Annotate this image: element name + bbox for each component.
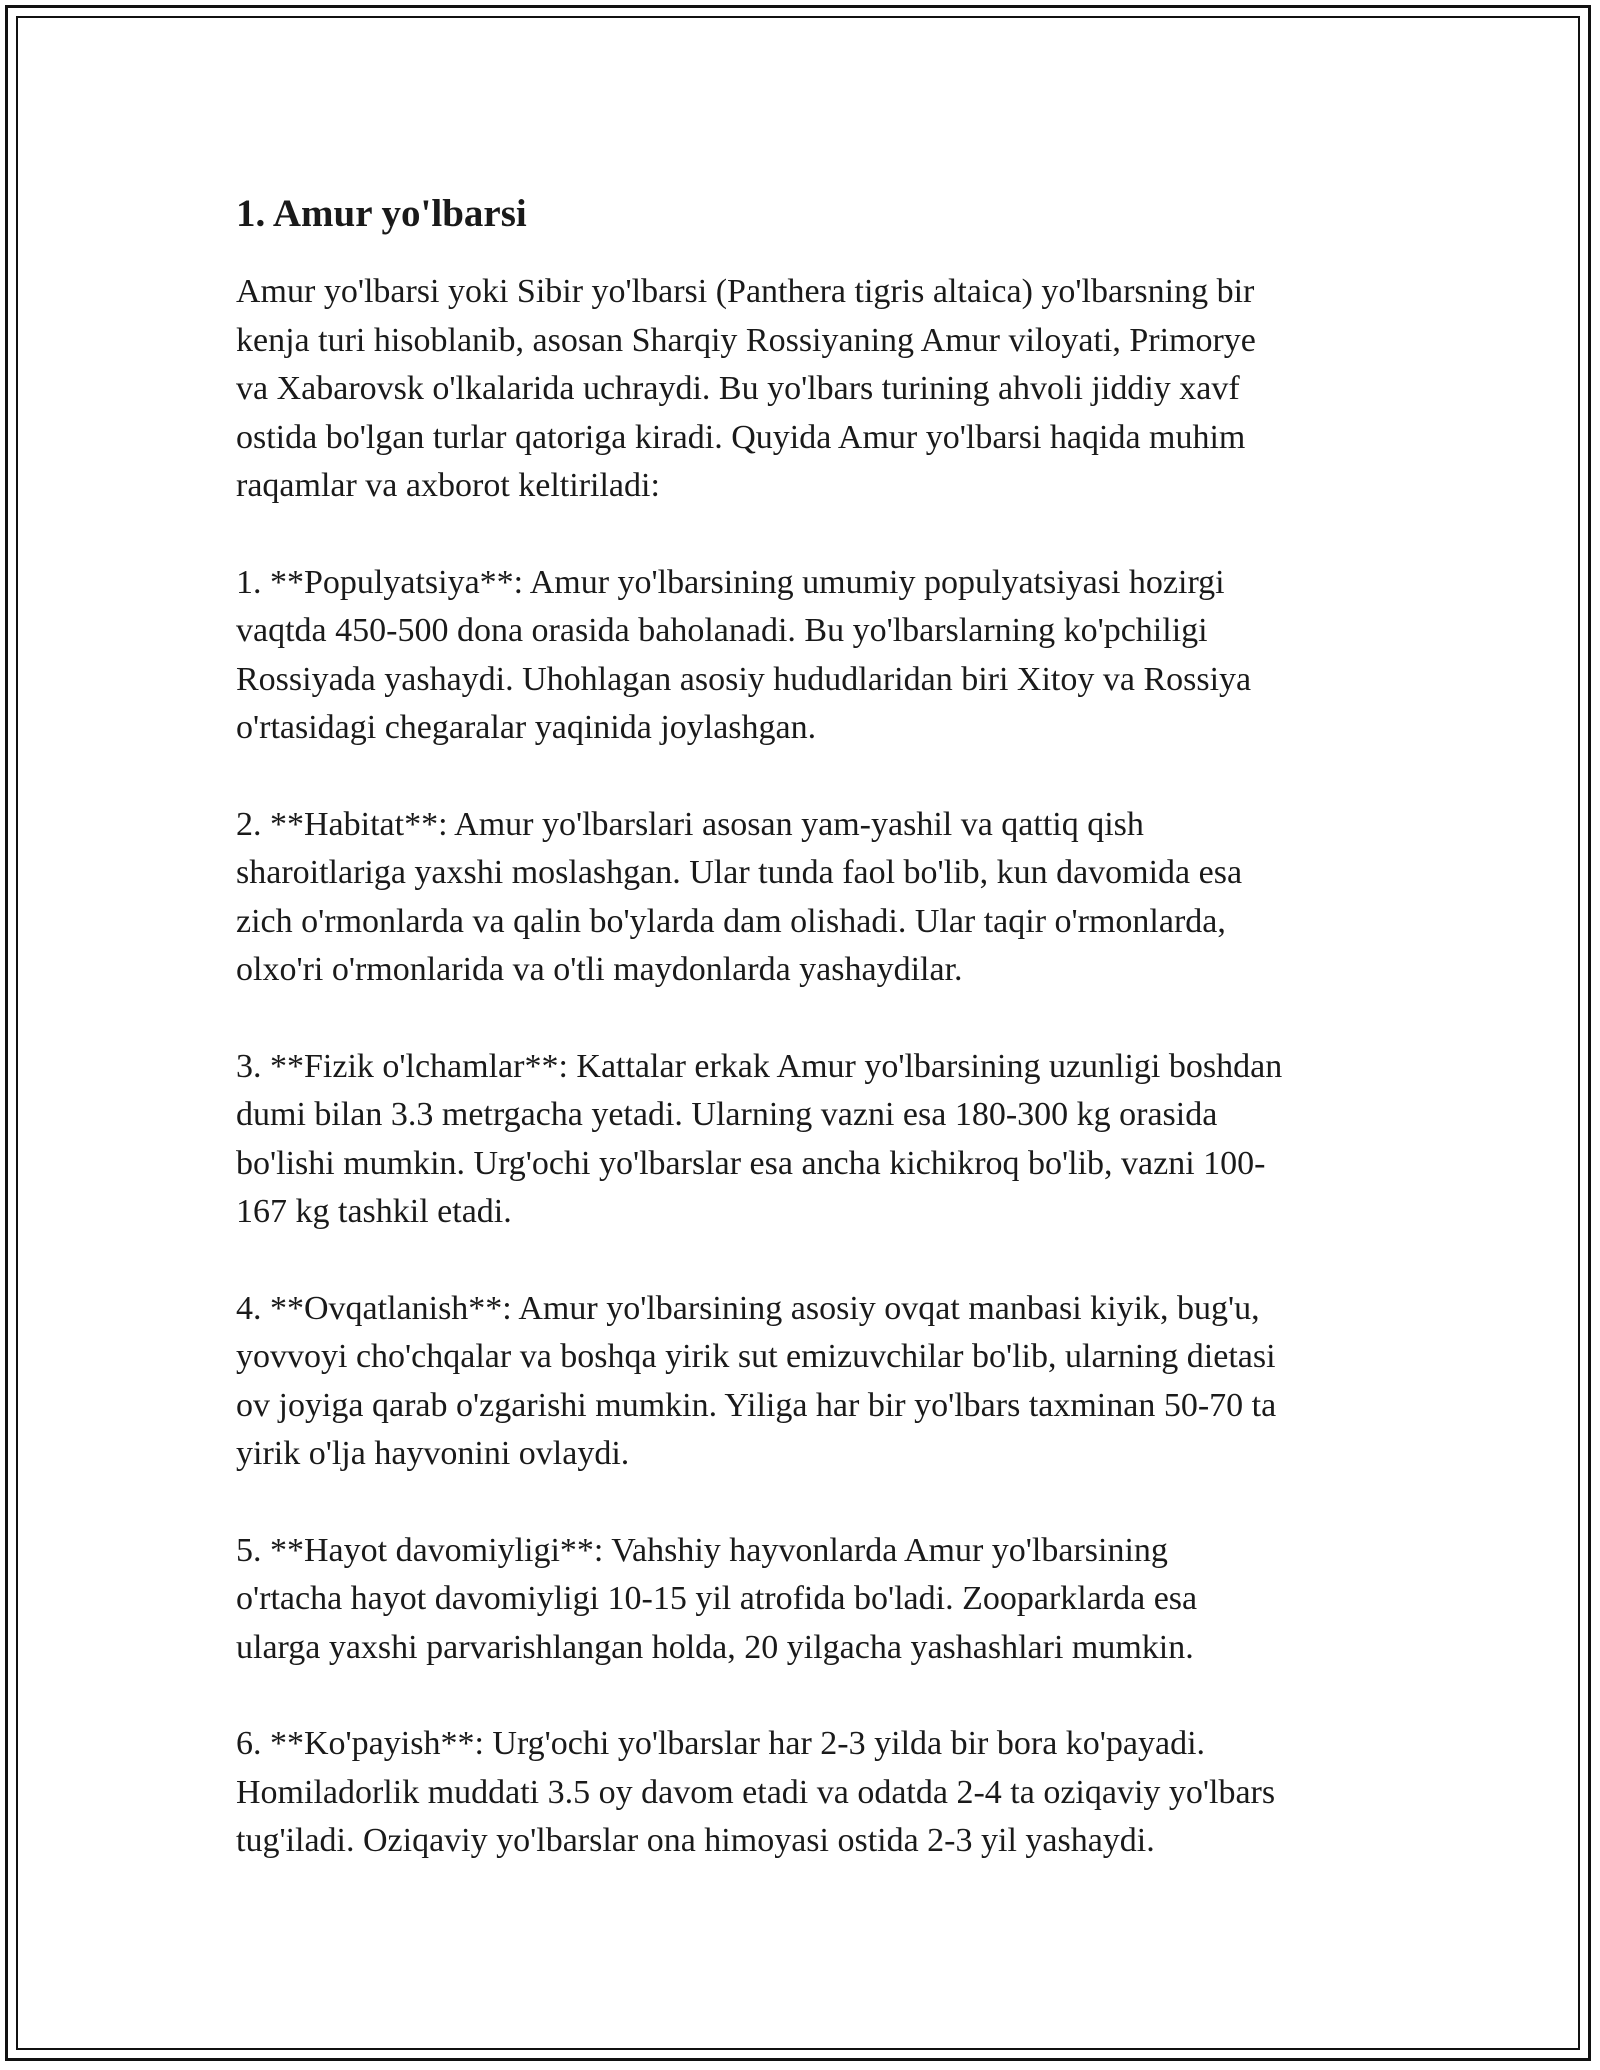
document-body <box>236 188 1376 1914</box>
item-population: 1. **Populyatsiya**: Amur yo'lbarsining umumiy populyatsiyasi hozirgi vaqtda 450-500 dona orasida baholanadi. Bu yo'lbarslarning ko'pchiligi Rossiyada yashaydi. Uhohlagan asosiy hududlaridan biri Xitoy va Rossiya o'rtasidagi chegaralar yaqinida joylashgan. <box>236 563 1252 746</box>
document-title: 1. Amur yo'lbarsi <box>236 192 527 235</box>
item-reproduction: 6. **Ko'payish**: Urg'ochi yo'lbarslar har 2-3 yilda bir bora ko'payadi. Homiladorlik muddati 3.5 oy davom etadi va odatda 2-4 ta oziqaviy yo'lbars tug'iladi. Oziqaviy yo'lbarslar ona himoyasi ostida 2-3 yil yashaydi. <box>236 1725 1276 1859</box>
item-habitat: 2. **Habitat**: Amur yo'lbarslari asosan yam-yashil va qattiq qish sharoitlariga yaxshi moslashgan. Ular tunda faol bo'lib, kun davomida esa zich o'rmonlarda va qalin bo'ylarda dam olishadi. Ular taqir o'rmonlarda, olxo'ri o'rmonlarida va o'tli maydonlarda yashaydilar. <box>236 805 1243 988</box>
item-lifespan: 5. **Hayot davomiyligi**: Vahshiy hayvonlarda Amur yo'lbarsining o'rtacha hayot davomiyligi 10-15 yil atrofida bo'ladi. Zooparklarda esa ularga yaxshi parvarishlangan holda, 20 yilgacha yashashlari mumkin. <box>236 1531 1198 1666</box>
item-physical-size: 3. **Fizik o'lchamlar**: Kattalar erkak Amur yo'lbarsining uzunligi boshdan dumi bilan 3.3 metrgacha yetadi. Ularning vazni esa 180-300 kg orasida bo'lishi mumkin. Urg'ochi yo'lbarslar esa ancha kichikroq bo'lib, vazni 100- 167 kg tashkil etadi. <box>236 1047 1283 1230</box>
item-diet: 4. **Ovqatlanish**: Amur yo'lbarsining asosiy ovqat manbasi kiyik, bug'u, yovvoyi cho'chqalar va boshqa yirik sut emizuvchilar bo'lib, ularning dietasi ov joyiga qarab o'zgarishi mumkin. Yiliga har bir yo'lbars taxminan 50-70 ta yirik o'lja hayvonini ovlaydi. <box>236 1289 1277 1472</box>
intro-paragraph: Amur yo'lbarsi yoki Sibir yo'lbarsi (Panthera tigris altaica) yo'lbarsning bir kenja turi hisoblanib, asosan Sharqiy Rossiyaning Amur viloyati, Primorye va Xabarovsk o'lkalarida uchraydi. Bu yo'lbars turining ahvoli jiddiy xavf ostida bo'lgan turlar qatoriga kiradi. Quyida Amur yo'lbarsi haqida muhim raqamlar va axborot keltiriladi: <box>236 273 1256 504</box>
